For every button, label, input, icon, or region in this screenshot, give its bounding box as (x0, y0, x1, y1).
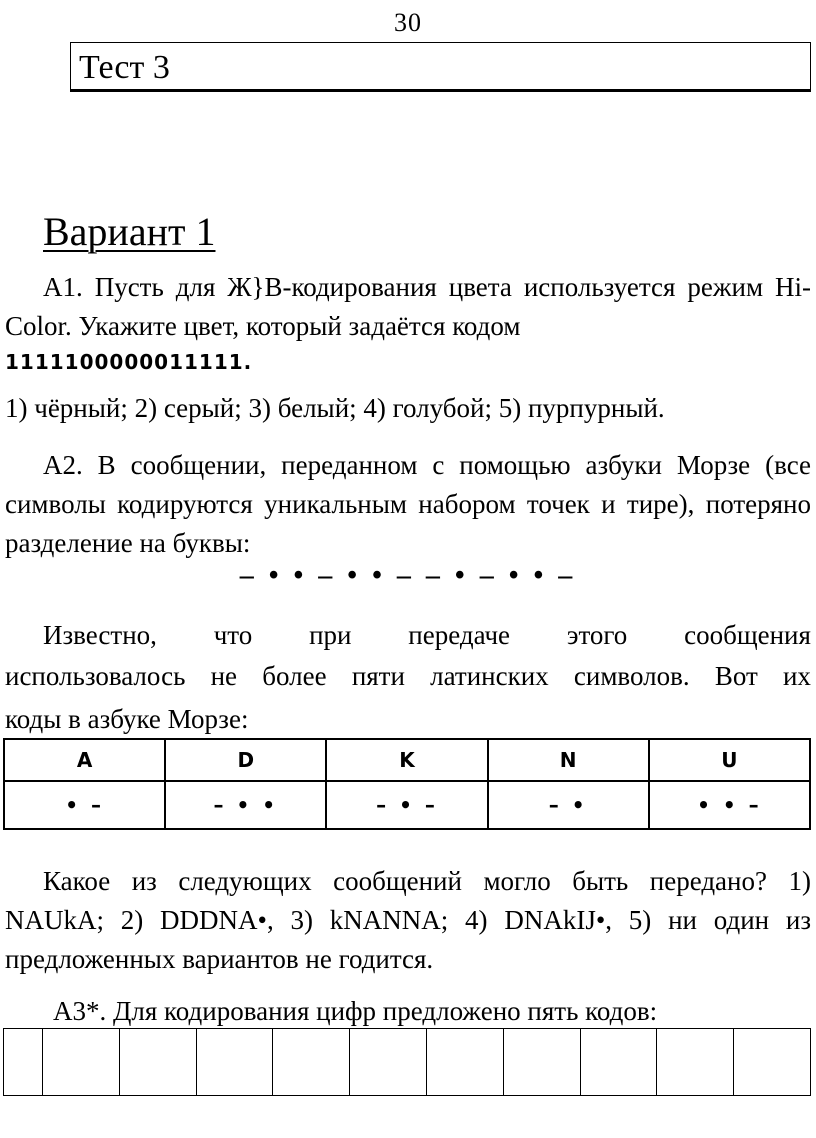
word: Известно, (43, 620, 157, 650)
table-cell (350, 1029, 427, 1096)
page-number: 30 (394, 8, 422, 37)
word: сообщения (684, 620, 811, 650)
word: латинских (430, 661, 549, 691)
question-a2-choices-text: Какое из следующих сообщений могло быть передано? 1) NAUkA; 2) DDDNA•, 3) kNANNA; 4) DNAkIJ•, 5) ни один из предложенных вариантов не годится. (5, 866, 811, 974)
table-cell-code: – • – (326, 781, 487, 829)
test-title: Тест 3 (79, 49, 170, 86)
question-a2-text: А2. В сообщении, переданном с помощью азбуки Морзе (все символы кодируются уникальным набором точек и тире), потеряно разделение на буквы: (5, 450, 811, 558)
table-cell-code: – • • (165, 781, 326, 829)
table-cell-letter: A (4, 739, 165, 781)
question-a1-text: А1. Пусть для Ж}В-кодирования цвета используется режим Hi-Color. Укажите цвет, который задаётся кодом (5, 272, 811, 341)
table-cell (503, 1029, 580, 1096)
variant-title: Вариант 1 (43, 209, 216, 254)
word: не (210, 661, 238, 691)
known-line-2 (5, 661, 811, 692)
table-cell-letter: U (649, 739, 810, 781)
word: пяти (351, 661, 405, 691)
table-cell (273, 1029, 350, 1096)
test-title-box (70, 42, 811, 92)
known-line-1 (5, 620, 811, 651)
word: более (262, 661, 327, 691)
color-code: 1111100000011111. (5, 350, 253, 374)
table-row (4, 781, 810, 829)
table-cell-letter: K (326, 739, 487, 781)
table-cell-code: • – (4, 781, 165, 829)
table-cell-code: • • – (649, 781, 810, 829)
table-row (4, 1029, 811, 1096)
word: Вот (714, 661, 758, 691)
question-a3-text: А3*. Для кодирования цифр предложено пять кодов: (53, 996, 658, 1026)
table-cell (43, 1029, 120, 1096)
table-cell (734, 1029, 811, 1096)
morse-sequence: – • • – • • – – • – • • – (239, 560, 577, 591)
word: использовалось (5, 661, 186, 691)
table-cell-letter: D (165, 739, 326, 781)
question-a2 (5, 446, 811, 563)
word: символов. (573, 661, 690, 691)
table-row (4, 739, 810, 781)
word: этого (566, 620, 628, 650)
word: при (309, 620, 352, 650)
table-cell (196, 1029, 273, 1096)
word: их (782, 661, 811, 691)
question-a2-choices (5, 862, 811, 979)
table-cell (4, 1029, 43, 1096)
question-a3 (5, 992, 811, 1031)
known-line-3: коды в азбуке Морзе: (5, 704, 249, 734)
word: что (213, 620, 253, 650)
table-cell (657, 1029, 734, 1096)
table-cell-code: – • (488, 781, 649, 829)
word: передаче (408, 620, 511, 650)
table-cell-letter: N (488, 739, 649, 781)
table-cell (580, 1029, 657, 1096)
table-cell (119, 1029, 196, 1096)
table-cell (426, 1029, 503, 1096)
answers-a1: 1) чёрный; 2) серый; 3) белый; 4) голубой; 5) пурпурный. (5, 393, 665, 423)
question-a1 (5, 268, 811, 346)
codes-table (3, 1028, 811, 1096)
morse-code-table (3, 738, 811, 830)
